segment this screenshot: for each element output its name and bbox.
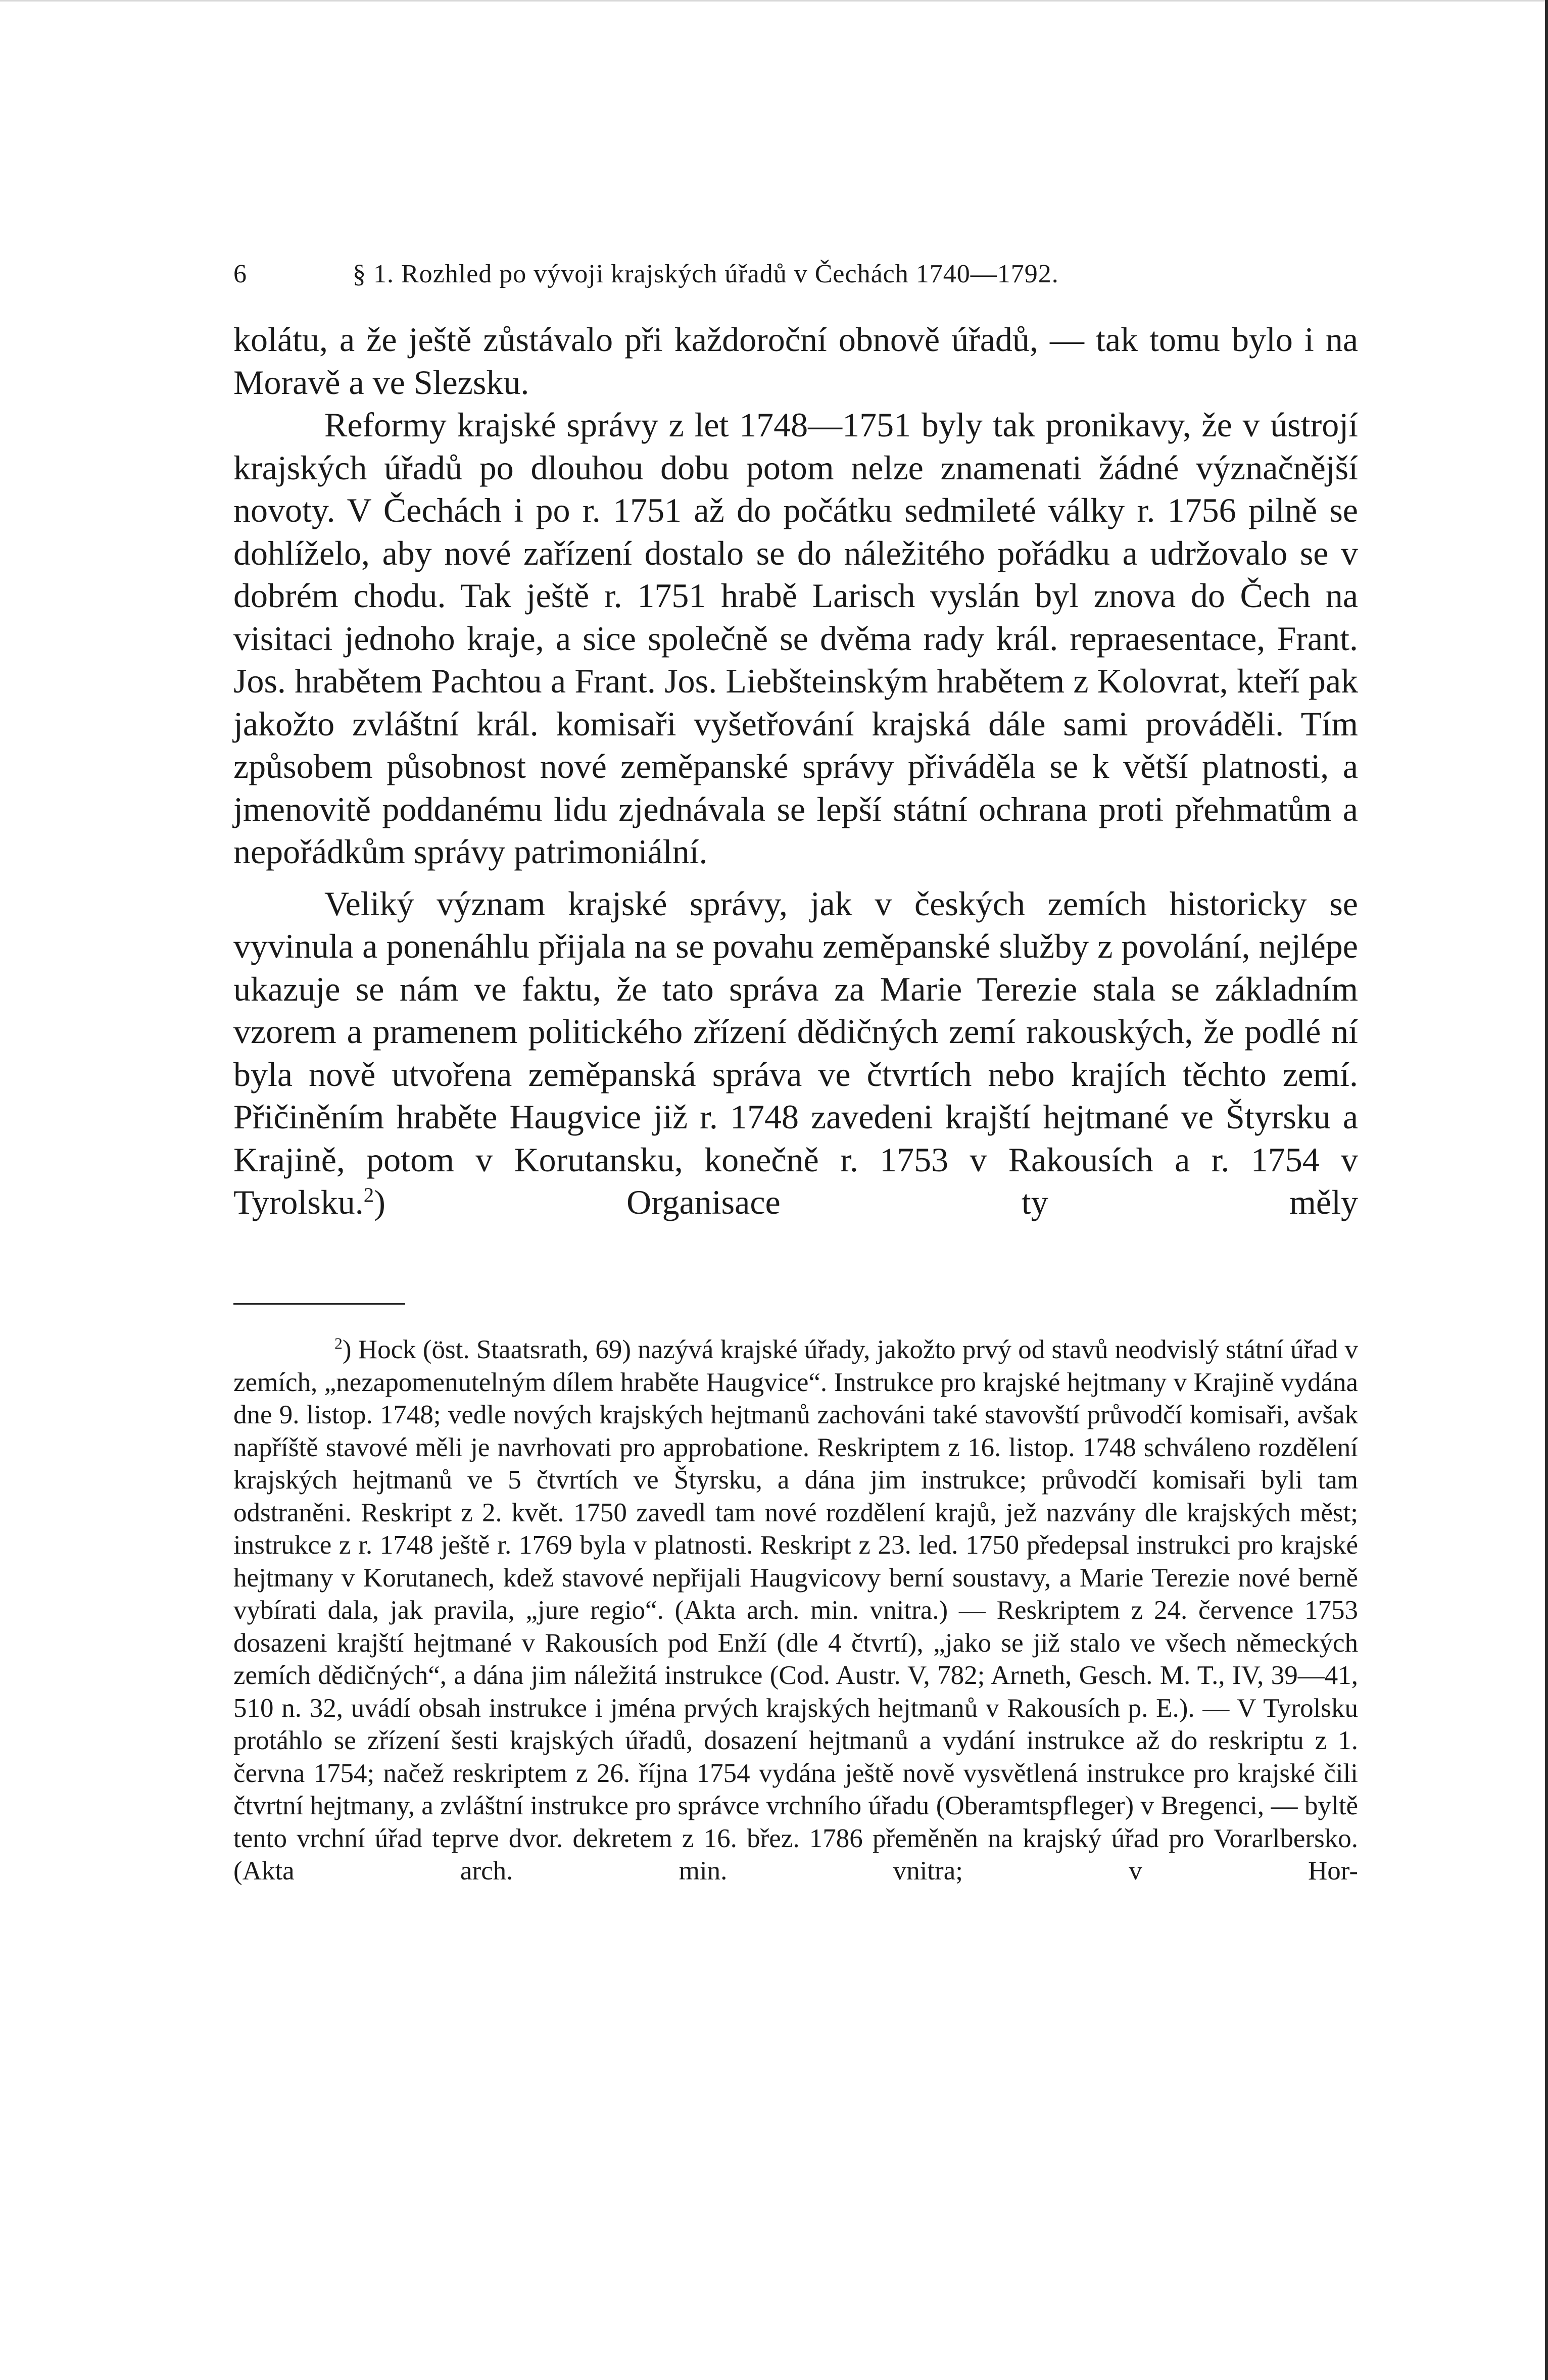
paragraph-3-tail: ) Organisace ty měly [374,1183,1358,1221]
footnote-text: ) Hock (öst. Staatsrath, 69) nazývá krajské úřady, jakožto prvý od stavů neodvislý státní úřad v zemích, „nezapomenutelným dílem hraběte Haugvice“. Instrukce pro krajské hejtmany v Krajině vydána dne 9. listop. 1748; vedle nových krajských hejtmanů zachováni také stavovští průvodčí komisaři, avšak napříště stavové měli je navrhovati pro approbatione. Reskriptem z 16. listop. 1748 schváleno rozdělení krajských hejtmanů ve 5 čtvrtích ve Štyrsku, a dána jim instrukce; průvodčí komisaři byli tam odstraněni. Reskript z 2. květ. 1750 zavedl tam nové rozdělení krajů, jež nazvány dle krajských měst; instrukce z r. 1748 ještě r. 1769 byla v platnosti. Reskript z 23. led. 1750 předepsal instrukci pro krajské hejtmany v Korutanech, kdež stavové nepřijali Haugvicovy berní soustavy, a Marie Terezie nové berně vybírati dala, jak pravila, „jure regio“. (Akta arch. min. vnitra.) — Reskriptem z 24. července 1753 dosazeni krajští hejtmané v Rakousích pod Enží (dle 4 čtvrtí), „jako se již stalo ve všech německých zemích dědičných“, a dána jim náležitá instrukce (Cod. Austr. V, 782; Arneth, Gesch. M. T., IV, 39—41, 510 n. 32, uvádí obsah instrukce i jména prvých krajských hejtmanů v Rakousích p. E.). — V Tyrolsku protáhlo se zřízení šesti krajských úřadů, dosazení hejtmanů a vydání instrukce až do reskriptu z 1. června 1754; načež reskriptem z 26. října 1754 vydána ještě nově vysvětlená instrukce pro krajské čili čtvrtní hejtmany, a zvláštní instrukce pro správce vrchního úřadu (Oberamtspfleger) v Bregenci, — byltě tento vrchní úřad teprve dvor. dekretem z 16. břez. 1786 přeměněn na krajský úřad pro Vorarlbersko. (Akta arch. min. vnitra; v Hor- [233,1335,1358,1886]
paragraph-3 [233,882,1358,1224]
paragraph-2: Reformy krajské správy z let 1748—1751 byly tak pronikavy, že v ústrojí krajských úřadů po dlouhou dobu potom nelze znamenati žádné význačnější novoty. V Čechách i po r. 1751 až do počátku sedmileté války r. 1756 pilně se dohlíželo, aby nové zařízení dostalo se do náležitého pořádku a udržovalo se v dobrém chodu. Tak ještě r. 1751 hrabě Larisch vyslán byl znova do Čech na visitaci jednoho kraje, a sice společně se dvěma rady král. repraesentace, Frant. Jos. hrabětem Pachtou a Frant. Jos. Liebšteinským hrabětem z Kolovrat, kteří pak jakožto zvláštní král. komisaři vyšetřování krajská dále sami prováděli. Tím způsobem působnost nové zeměpanské správy přiváděla se k větší platnosti, a jmenovitě poddanému lidu zjednávala se lepší státní ochrana proti přehmatům a nepořádkům správy patrimoniální. [233,406,1358,871]
footnote-mark: 2 [334,1334,343,1353]
footnote-reference: 2 [363,1183,374,1207]
footnote-paragraph [233,1333,1358,1888]
page-header [233,257,1325,292]
footnote-separator [233,1303,405,1305]
footnote [233,1333,1358,1888]
scan-edge-right [1545,0,1548,2380]
running-title: § 1. Rozhled po vývoji krajských úřadů v Čechách 1740—1792. [353,260,1059,288]
main-text [233,318,1358,1224]
scan-edge-top [0,0,1548,2]
paragraph-1: kolátu, a že ještě zůstávalo při každoroční obnově úřadů, — tak tomu bylo i na Moravě a ve Slezsku. [233,320,1358,402]
page-number: 6 [233,260,247,288]
paragraph-3-text: Veliký význam krajské správy, jak v českých zemích historicky se vyvinula a ponenáhlu přijala na se povahu zeměpanské služby z povolání, nejlépe ukazuje se nám ve faktu, že tato správa za Marie Terezie stala se základním vzorem a pramenem politického zřízení dědičných zemí rakouských, že podlé ní byla nově utvořena zeměpanská správa ve čtvrtích nebo krajích těchto zemí. Přičiněním hraběte Haugvice již r. 1748 zavedeni krajští hejtmané ve Štyrsku a Krajině, potom v Korutansku, konečně r. 1753 v Rakousích a r. 1754 v Tyrolsku. [233,884,1358,1221]
